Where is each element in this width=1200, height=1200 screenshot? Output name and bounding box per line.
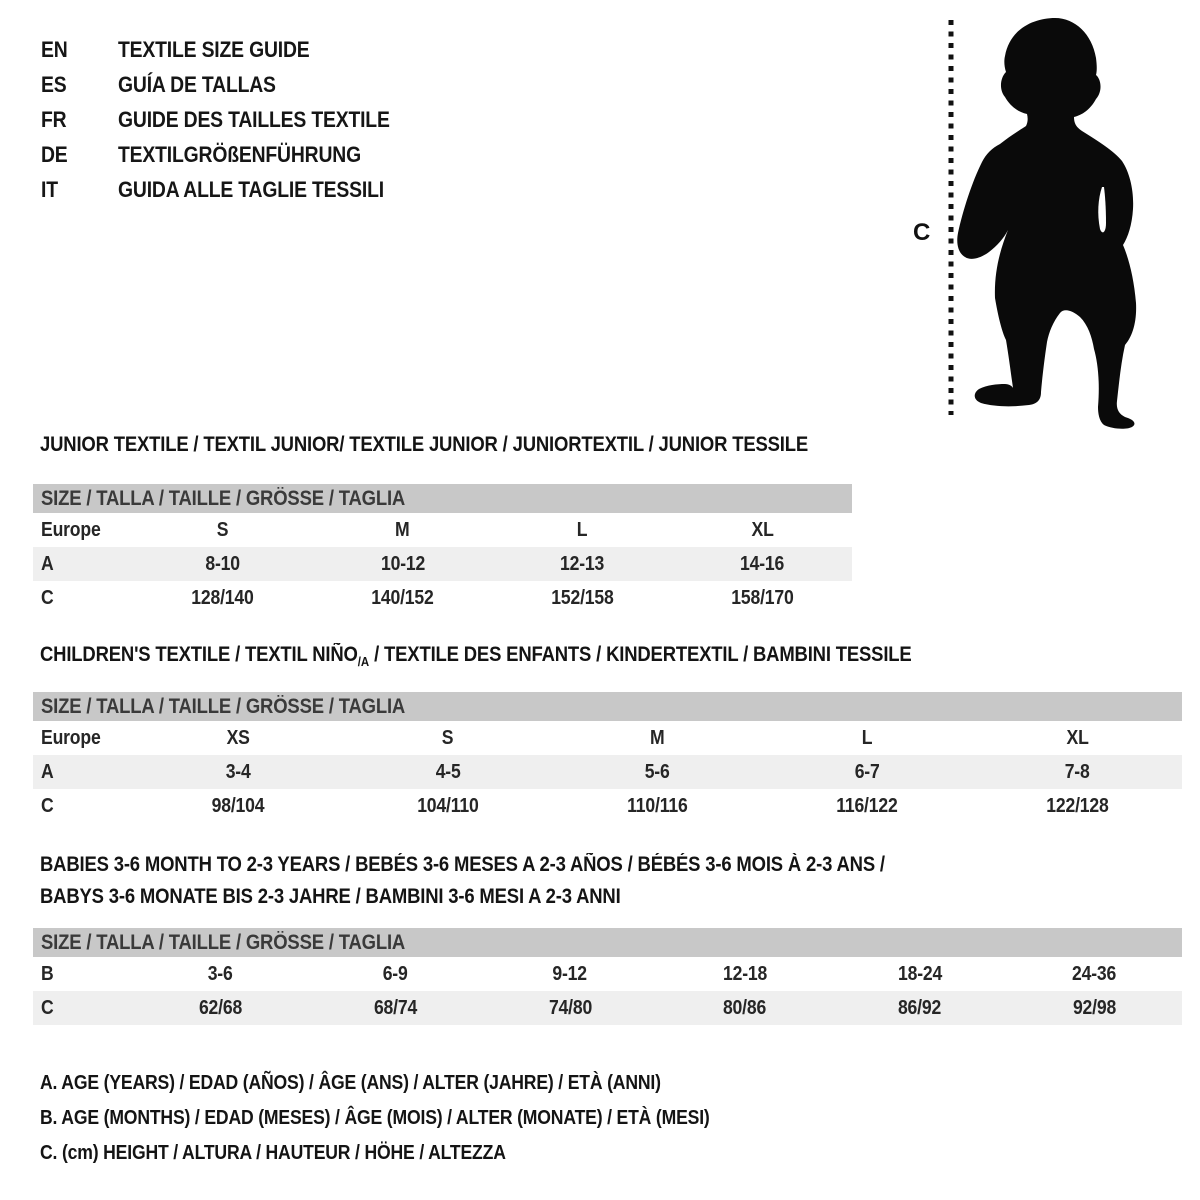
age-cell: 7-8 [1064, 761, 1090, 783]
language-code: EN [41, 37, 68, 62]
babies-size-table [33, 928, 1182, 1025]
table-header: SIZE / TALLA / TAILLE / GRÖSSE / TAGLIA [33, 928, 1182, 957]
table-header: SIZE / TALLA / TAILLE / GRÖSSE / TAGLIA [33, 692, 1182, 721]
language-code: IT [41, 177, 58, 202]
language-row [41, 38, 336, 62]
table-row [33, 513, 852, 547]
junior-section-heading: JUNIOR TEXTILE / TEXTIL JUNIOR/ TEXTILE JUNIOR / JUNIORTEXTIL / JUNIOR TESSILE [40, 433, 809, 456]
table-row [33, 755, 1182, 789]
age-cell: 12-13 [560, 553, 605, 575]
size-cell: M [395, 519, 410, 541]
babies-section-heading-line1: BABIES 3-6 MONTH TO 2-3 YEARS / BEBÉS 3-6 MESES A 2-3 AÑOS / BÉBÉS 3-6 MOIS À 2-3 ANS / [40, 853, 885, 876]
height-cell: 104/110 [416, 795, 479, 817]
children-section-heading: CHILDREN'S TEXTILE / TEXTIL $NIÑO_{/A}$ / TEXTILE DES ENFANTS / KINDERTEXTIL / BAMBINI TESSILE [40, 643, 912, 669]
language-code: DE [41, 142, 68, 167]
age-cell: 3-6 [207, 963, 233, 985]
age-cell: 3-4 [225, 761, 251, 783]
size-cell: XL [751, 519, 774, 541]
table-row [33, 789, 1182, 823]
size-cell: S [217, 519, 229, 541]
row-label: C [41, 795, 54, 817]
age-cell: 9-12 [552, 963, 588, 985]
size-cell: M [650, 727, 665, 749]
height-cell: 74/80 [548, 997, 592, 1019]
height-cell: 98/104 [211, 795, 265, 817]
language-title: GUIDE DES TAILLES TEXTILE [118, 107, 390, 132]
row-label: A [41, 761, 54, 783]
age-cell: 14-16 [740, 553, 785, 575]
height-cell: 128/140 [191, 587, 255, 609]
height-cell: 140/152 [371, 587, 434, 609]
table-row [33, 581, 852, 615]
age-cell: 12-18 [722, 963, 767, 985]
table-row [33, 991, 1182, 1025]
age-cell: 5-6 [645, 761, 670, 783]
legend-line-c: C. (cm) HEIGHT / ALTURA / HAUTEUR / HÖHE / ALTEZZA [40, 1142, 506, 1164]
language-row [41, 108, 427, 132]
height-cell: 122/128 [1045, 795, 1109, 817]
language-title: TEXTILGRÖßENFÜHRUNG [118, 142, 361, 167]
size-cell: XS [226, 727, 250, 749]
language-row [41, 143, 394, 167]
nino-a-subscript: /A [357, 654, 370, 669]
height-cell: 80/86 [723, 997, 767, 1019]
legend-line-b: B. AGE (MONTHS) / EDAD (MESES) / ÂGE (MOIS) / ALTER (MONATE) / ETÀ (MESI) [40, 1107, 710, 1129]
height-cell: 92/98 [1072, 997, 1117, 1019]
height-cell: 152/158 [551, 587, 614, 609]
row-label: Europe [41, 727, 101, 749]
size-cell: XL [1066, 727, 1089, 749]
language-row [41, 73, 297, 97]
height-cell: 86/92 [898, 997, 942, 1019]
age-cell: 4-5 [435, 761, 461, 783]
age-cell: 8-10 [205, 553, 241, 575]
size-cell: S [441, 727, 454, 749]
height-cell: 62/68 [198, 997, 242, 1019]
language-title: GUÍA DE TALLAS [118, 72, 276, 97]
row-label: B [41, 963, 54, 985]
height-cell: 116/122 [836, 795, 898, 817]
table-row [33, 547, 852, 581]
legend-line-a: A. AGE (YEARS) / EDAD (AÑOS) / ÂGE (ANS) / ALTER (JAHRE) / ETÀ (ANNI) [40, 1072, 661, 1094]
size-cell: L [861, 727, 873, 749]
language-code: ES [41, 72, 67, 97]
language-code: FR [41, 107, 67, 132]
row-label: A [41, 553, 54, 575]
row-label: Europe [41, 519, 101, 541]
height-cell: 158/170 [730, 587, 794, 609]
size-cell: L [577, 519, 588, 541]
age-cell: 18-24 [897, 963, 942, 985]
table-header: SIZE / TALLA / TAILLE / GRÖSSE / TAGLIA [33, 484, 852, 513]
height-cell: 68/74 [373, 997, 417, 1019]
babies-section-heading-line2: BABYS 3-6 MONATE BIS 2-3 JAHRE / BAMBINI 3-6 MESI A 2-3 ANNI [40, 885, 621, 908]
age-cell: 6-7 [854, 761, 880, 783]
baby-silhouette-icon [957, 18, 1136, 429]
figure-height-label: C [913, 219, 931, 246]
row-label: C [41, 997, 54, 1019]
table-row [33, 721, 1182, 755]
children-size-table [33, 692, 1182, 823]
height-cell: 110/116 [627, 795, 688, 817]
language-title: TEXTILE SIZE GUIDE [118, 37, 310, 62]
age-cell: 10-12 [380, 553, 425, 575]
table-row [33, 957, 1182, 991]
age-cell: 6-9 [382, 963, 408, 985]
row-label: C [41, 587, 54, 609]
baby-silhouette-figure [905, 10, 1155, 430]
language-title: GUIDA ALLE TAGLIE TESSILI [118, 177, 384, 202]
age-cell: 24-36 [1072, 963, 1117, 985]
junior-size-table [33, 484, 852, 615]
language-row [41, 178, 420, 202]
